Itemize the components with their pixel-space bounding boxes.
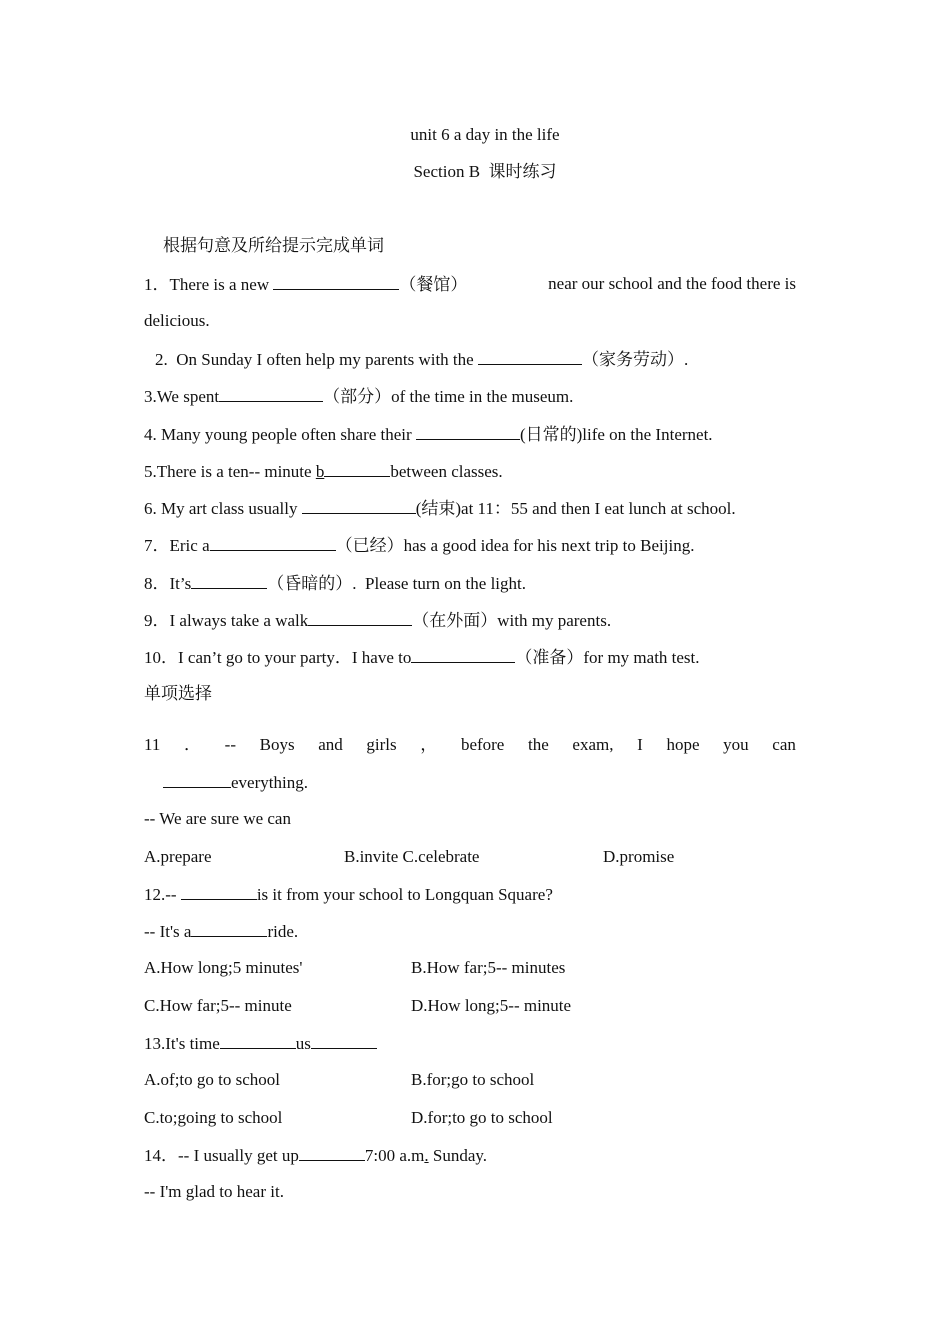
q11-blank[interactable] <box>163 771 231 788</box>
q2-blank[interactable] <box>478 348 582 365</box>
q11-word: I <box>637 735 643 754</box>
q13-blank-2[interactable] <box>311 1032 377 1049</box>
q6-blank[interactable] <box>302 497 416 514</box>
q12-option-d[interactable]: D.How long;5-- minute <box>411 996 572 1015</box>
section-heading-multiple-choice: 单项选择 <box>144 684 212 703</box>
q11-word: exam, <box>572 735 614 754</box>
q11-word: ， <box>420 735 438 754</box>
q12-option-a[interactable]: A.How long;5 minutes' <box>144 958 303 977</box>
q11-word: ． <box>184 735 202 754</box>
q14-blank-1[interactable] <box>299 1144 365 1161</box>
q11-line-2: everything. <box>163 771 308 794</box>
q11-word: before <box>460 735 505 754</box>
doc-title: unit 6 a day in the life <box>410 125 560 144</box>
q10-blank[interactable] <box>411 646 515 663</box>
q1-text-c: delicious. <box>144 311 210 330</box>
question-3: 3.We spent （部分）of the time in the museum. <box>144 387 574 406</box>
q13-option-c[interactable]: C.to;going to school <box>144 1108 283 1127</box>
q13-option-d[interactable]: D.for;to go to school <box>411 1108 553 1127</box>
q11-word: girls <box>366 735 397 754</box>
q11-word: 11 <box>144 735 161 754</box>
question-12: 12.-- is it from your school to Longquan Square? <box>144 885 553 904</box>
question-10: 10．I can’t go to your party．I have to （准备）for my math test. <box>144 648 700 667</box>
question-14: 14．-- I usually get up 7:00 a.m. Sunday. <box>144 1146 488 1165</box>
q5-letter-hint: b <box>315 462 325 481</box>
question-9: 9．I always take a walk （在外面）with my parents. <box>144 611 612 630</box>
question-11 <box>144 734 796 756</box>
q8-blank[interactable] <box>191 572 267 589</box>
section-heading-fill-words: 根据句意及所给提示完成单词 <box>163 236 384 255</box>
q11-reply: -- We are sure we can <box>144 809 291 828</box>
question-2: 2. On Sunday I often help my parents with the （家务劳动）. <box>155 350 689 369</box>
q13-option-a[interactable]: A.of;to go to school <box>144 1070 280 1089</box>
question-1 <box>144 273 796 296</box>
q11-word: and <box>318 735 343 754</box>
question-5: 5.There is a ten-- minute b between classes. <box>144 462 503 481</box>
q4-blank[interactable] <box>416 423 520 440</box>
q11-option-d[interactable]: D.promise <box>603 847 675 866</box>
q11-word: the <box>528 735 549 754</box>
q12-option-b[interactable]: B.How far;5-- minutes <box>411 958 566 977</box>
q12-option-c[interactable]: C.How far;5-- minute <box>144 996 292 1015</box>
q1-blank[interactable] <box>273 273 399 290</box>
question-6: 6. My art class usually (结束)at 11：55 and then I eat lunch at school. <box>144 499 736 518</box>
q7-blank[interactable] <box>210 534 336 551</box>
q12-reply: -- It's a ride. <box>144 922 299 941</box>
q11-word: you <box>723 735 749 754</box>
q11-word: hope <box>666 735 700 754</box>
question-13: 13.It's time us <box>144 1032 377 1055</box>
q14-blank-2[interactable]: . <box>424 1146 429 1165</box>
q1-text-a: 1．There is a new （餐馆） <box>144 275 468 294</box>
question-7: 7．Eric a （已经）has a good idea for his next trip to Beijing. <box>144 536 695 555</box>
q5-blank[interactable] <box>324 460 390 477</box>
question-8: 8．It’s （昏暗的）. Please turn on the light. <box>144 574 526 593</box>
q14-reply: -- I'm glad to hear it. <box>144 1182 284 1201</box>
q13-option-b[interactable]: B.for;go to school <box>411 1070 535 1089</box>
question-4: 4. Many young people often share their (日常的)life on the Internet. <box>144 425 713 444</box>
q11-word: can <box>772 735 796 754</box>
q11-option-a[interactable]: A.prepare <box>144 847 212 866</box>
q13-blank-1[interactable] <box>220 1032 296 1049</box>
q12-blank-1[interactable] <box>181 883 257 900</box>
q3-blank[interactable] <box>219 385 323 402</box>
q11-word: -- <box>224 735 236 754</box>
q11-option-b-c[interactable]: B.invite C.celebrate <box>344 847 480 866</box>
doc-subtitle: Section B 课时练习 <box>413 162 557 181</box>
q1-text-b: near our school and the food there is <box>548 274 796 293</box>
q11-word: Boys <box>259 735 295 754</box>
q9-blank[interactable] <box>308 609 412 626</box>
q12-blank-2[interactable] <box>191 920 267 937</box>
